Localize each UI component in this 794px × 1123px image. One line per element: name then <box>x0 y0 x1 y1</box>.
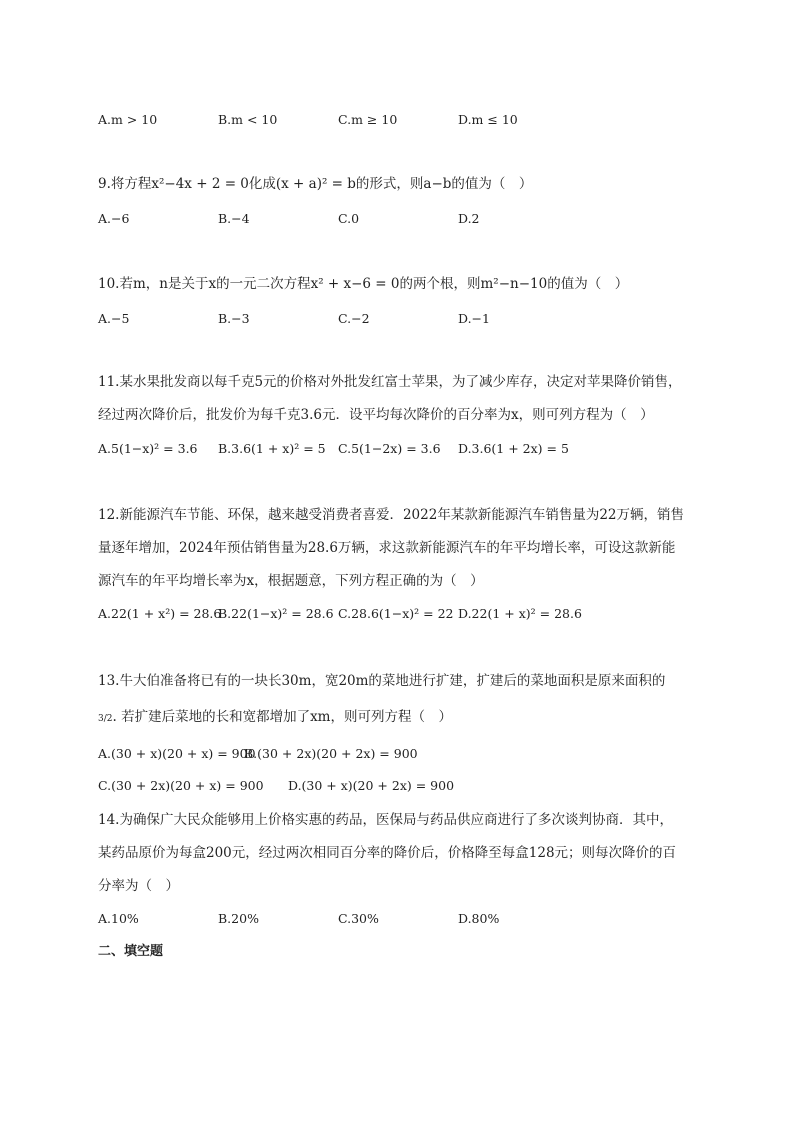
q11-line-2: 经过两次降价后，批发价为每千克3.6元．设平均每次降价的百分率为x，则可列方程为（ ） <box>98 407 654 423</box>
section-heading-fill-in: 二、填空题 <box>98 944 164 959</box>
q14-option-d: D.80% <box>458 911 500 926</box>
q10-stem: 10.若m，n是关于x的一元二次方程x² + x−6 = 0的两个根，则m²−n−10的值为（ ） <box>98 276 629 292</box>
q14-option-c: C.30% <box>338 911 379 926</box>
q14-option-a: A.10% <box>98 911 139 926</box>
q13-option-a: A.(30 + x)(20 + x) = 900 <box>98 746 256 761</box>
q11-option-d: D.3.6(1 + 2x) = 5 <box>458 441 569 456</box>
q9-option-b: B.−4 <box>218 211 250 226</box>
q8-option-b: B.m < 10 <box>218 112 278 127</box>
q14-line-2: 某药品原价为每盒200元，经过两次相同百分率的降价后，价格降至每盒128元；则每次降价的百 <box>98 845 677 861</box>
q9-stem: 9.将方程x²−4x + 2 = 0化成(x + a)² = b的形式，则a−b的值为（ ） <box>98 176 533 192</box>
q11-line-1: 11.某水果批发商以每千克5元的价格对外批发红富士苹果，为了减少库存，决定对苹果降价销售， <box>98 374 682 390</box>
q11-option-b: B.3.6(1 + x)² = 5 <box>218 441 326 456</box>
q12-line-3: 源汽车的年平均增长率为x，根据题意，下列方程正确的为（ ） <box>98 573 484 589</box>
q10-option-d: D.−1 <box>458 311 490 326</box>
q14-line-1: 14.为确保广大民众能够用上价格实惠的药品，医保局与药品供应商进行了多次谈判协商．其中， <box>98 812 673 828</box>
q9-option-a: A.−6 <box>98 211 130 226</box>
q10-option-a: A.−5 <box>98 311 130 326</box>
q13-option-b: B.(30 + 2x)(20 + 2x) = 900 <box>244 746 418 761</box>
q13-line-1: 13.牛大伯准备将已有的一块长30m，宽20m的菜地进行扩建，扩建后的菜地面积是原来面积的 <box>98 673 666 689</box>
q8-option-c: C.m ≥ 10 <box>338 112 398 127</box>
q12-line-1: 12.新能源汽车节能、环保，越来越受消费者喜爱．2022年某款新能源汽车销售量为22万辆，销售 <box>98 507 685 523</box>
q12-option-b: B.22(1−x)² = 28.6 <box>218 606 334 621</box>
q12-option-c: C.28.6(1−x)² = 22 <box>338 606 454 621</box>
q13-line-2-wrap <box>98 707 718 729</box>
q10-option-b: B.−3 <box>218 311 250 326</box>
q13-option-c: C.(30 + 2x)(20 + x) = 900 <box>98 778 264 793</box>
q12-option-d: D.22(1 + x)² = 28.6 <box>458 606 582 621</box>
q13-line-2: . 若扩建后菜地的长和宽都增加了xm，则可列方程（ ） <box>112 709 452 725</box>
q11-option-c: C.5(1−2x) = 3.6 <box>338 441 441 456</box>
q12-option-a: A.22(1 + x²) = 28.6 <box>98 606 222 621</box>
q12-line-2: 量逐年增加，2024年预估销售量为28.6万辆，求这款新能源汽车的年平均增长率，可设这款新能 <box>98 540 676 556</box>
q13-option-d: D.(30 + x)(20 + 2x) = 900 <box>288 778 455 793</box>
q14-line-3: 分率为（ ） <box>98 878 179 894</box>
q11-option-a: A.5(1−x)² = 3.6 <box>98 441 198 456</box>
q9-option-d: D.2 <box>458 211 480 226</box>
q14-option-b: B.20% <box>218 911 259 926</box>
q9-option-c: C.0 <box>338 211 360 226</box>
q10-option-c: C.−2 <box>338 311 370 326</box>
q8-option-a: A.m > 10 <box>98 112 158 127</box>
q13-fraction: 3/2 <box>98 714 113 724</box>
q8-option-d: D.m ≤ 10 <box>458 112 518 127</box>
